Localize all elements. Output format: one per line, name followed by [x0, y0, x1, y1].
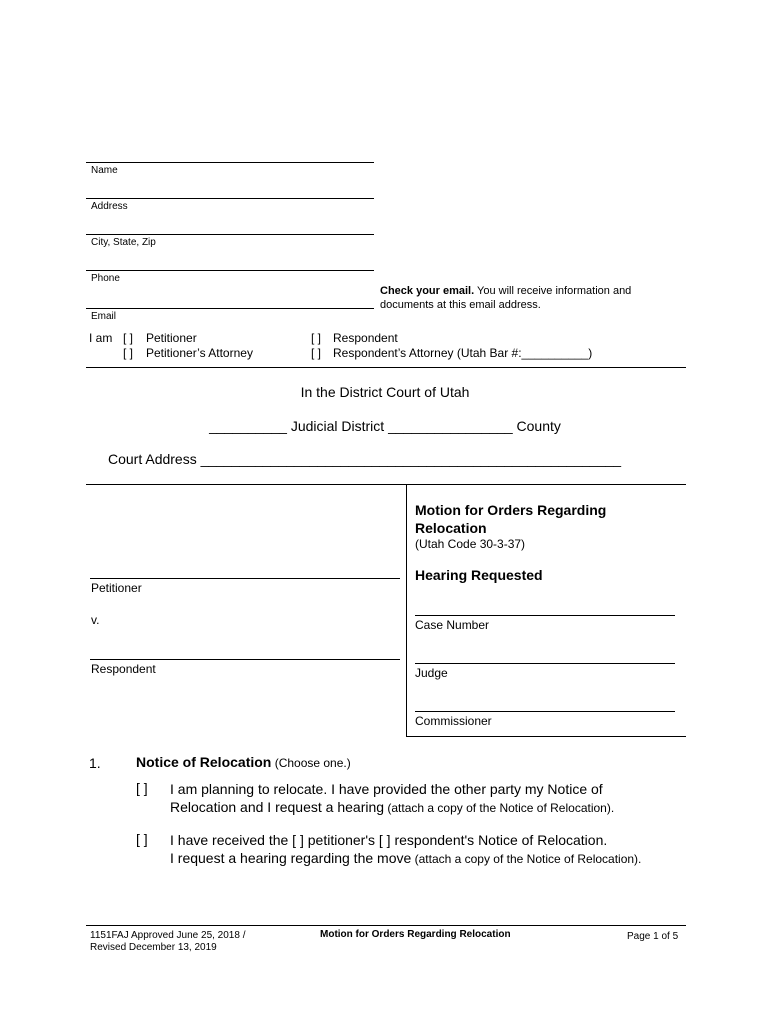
code-reference: (Utah Code 30-3-37) — [415, 537, 526, 551]
address-line[interactable] — [86, 198, 374, 199]
city-state-zip-line[interactable] — [86, 234, 374, 235]
email-note-bold: Check your email. — [380, 285, 475, 297]
section-number: 1. — [89, 755, 101, 771]
section-heading-note: (Choose one.) — [271, 756, 351, 770]
commissioner-label: Commissioner — [415, 714, 492, 728]
section-heading-text: Notice of Relocation — [136, 754, 272, 770]
option2-line2: I request a hearing regarding the move — [170, 850, 412, 866]
judge-line[interactable] — [415, 663, 675, 664]
email-note-line2: documents at this email address. — [380, 299, 541, 311]
option1-line2: Relocation and I request a hearing — [170, 799, 385, 815]
option1-note: (attach a copy of the Notice of Relocation). — [384, 801, 615, 815]
city-state-zip-label: City, State, Zip — [91, 237, 156, 248]
hearing-requested: Hearing Requested — [415, 567, 543, 583]
caption-divider — [406, 484, 407, 736]
option2-note: (attach a copy of the Notice of Relocation). — [411, 852, 642, 866]
petitioner-option: Petitioner — [146, 331, 197, 345]
respondent-attorney-option: Respondent’s Attorney (Utah Bar #:__________) — [333, 346, 593, 360]
judge-label: Judge — [415, 666, 448, 680]
role-divider — [86, 367, 686, 368]
email-note — [380, 284, 680, 312]
commissioner-line[interactable] — [415, 711, 675, 712]
respondent-name-line[interactable] — [90, 659, 400, 660]
option2-text — [170, 831, 641, 868]
option2-checkbox[interactable]: [ ] — [136, 831, 148, 847]
option1-line1: I am planning to relocate. I have provided the other party my Notice of — [170, 781, 603, 797]
phone-label: Phone — [91, 273, 120, 284]
name-line[interactable] — [86, 162, 374, 163]
email-label: Email — [91, 311, 117, 322]
court-title: In the District Court of Utah — [300, 384, 470, 400]
footer-title: Motion for Orders Regarding Relocation — [320, 929, 511, 940]
caption-bottom-line — [406, 736, 686, 737]
name-label: Name — [91, 165, 118, 176]
petitioner-caption-label: Petitioner — [91, 581, 142, 595]
case-number-label: Case Number — [415, 618, 490, 632]
respondent-attorney-checkbox[interactable]: [ ] — [311, 346, 322, 360]
respondent-checkbox[interactable]: [ ] — [311, 331, 322, 345]
respondent-option: Respondent — [333, 331, 398, 345]
versus-label: v. — [91, 613, 100, 627]
page-number: Page 1 of 5 — [627, 931, 679, 942]
case-number-line[interactable] — [415, 615, 675, 616]
respondent-caption-label: Respondent — [91, 662, 156, 676]
form-id-line2: Revised December 13, 2019 — [90, 942, 217, 953]
email-line[interactable] — [86, 308, 374, 309]
petitioner-checkbox[interactable]: [ ] — [123, 331, 134, 345]
document-title-line1: Motion for Orders Regarding — [415, 502, 607, 518]
option1-text — [170, 780, 614, 817]
email-note-line1: You will receive information and — [474, 285, 632, 297]
district-county-line[interactable]: __________ Judicial District ________________ County — [209, 418, 561, 434]
court-address-line[interactable]: Court Address ______________________________________________________ — [108, 451, 622, 467]
petitioner-attorney-option: Petitioner’s Attorney — [146, 346, 253, 360]
option1-checkbox[interactable]: [ ] — [136, 780, 148, 796]
form-id — [90, 930, 246, 954]
section-heading — [136, 754, 351, 772]
address-label: Address — [91, 201, 128, 212]
i-am-label: I am — [89, 331, 113, 345]
document-title-line2: Relocation — [415, 520, 487, 536]
option2-line1: I have received the [ ] petitioner's [ ] respondent's Notice of Relocation. — [170, 832, 608, 848]
petitioner-name-line[interactable] — [90, 578, 400, 579]
phone-line[interactable] — [86, 270, 374, 271]
document-title — [415, 501, 606, 537]
petitioner-attorney-checkbox[interactable]: [ ] — [123, 346, 134, 360]
form-id-line1: 1151FAJ Approved June 25, 2018 / — [90, 930, 246, 941]
caption-top-line — [86, 484, 686, 485]
footer-line — [86, 925, 686, 926]
